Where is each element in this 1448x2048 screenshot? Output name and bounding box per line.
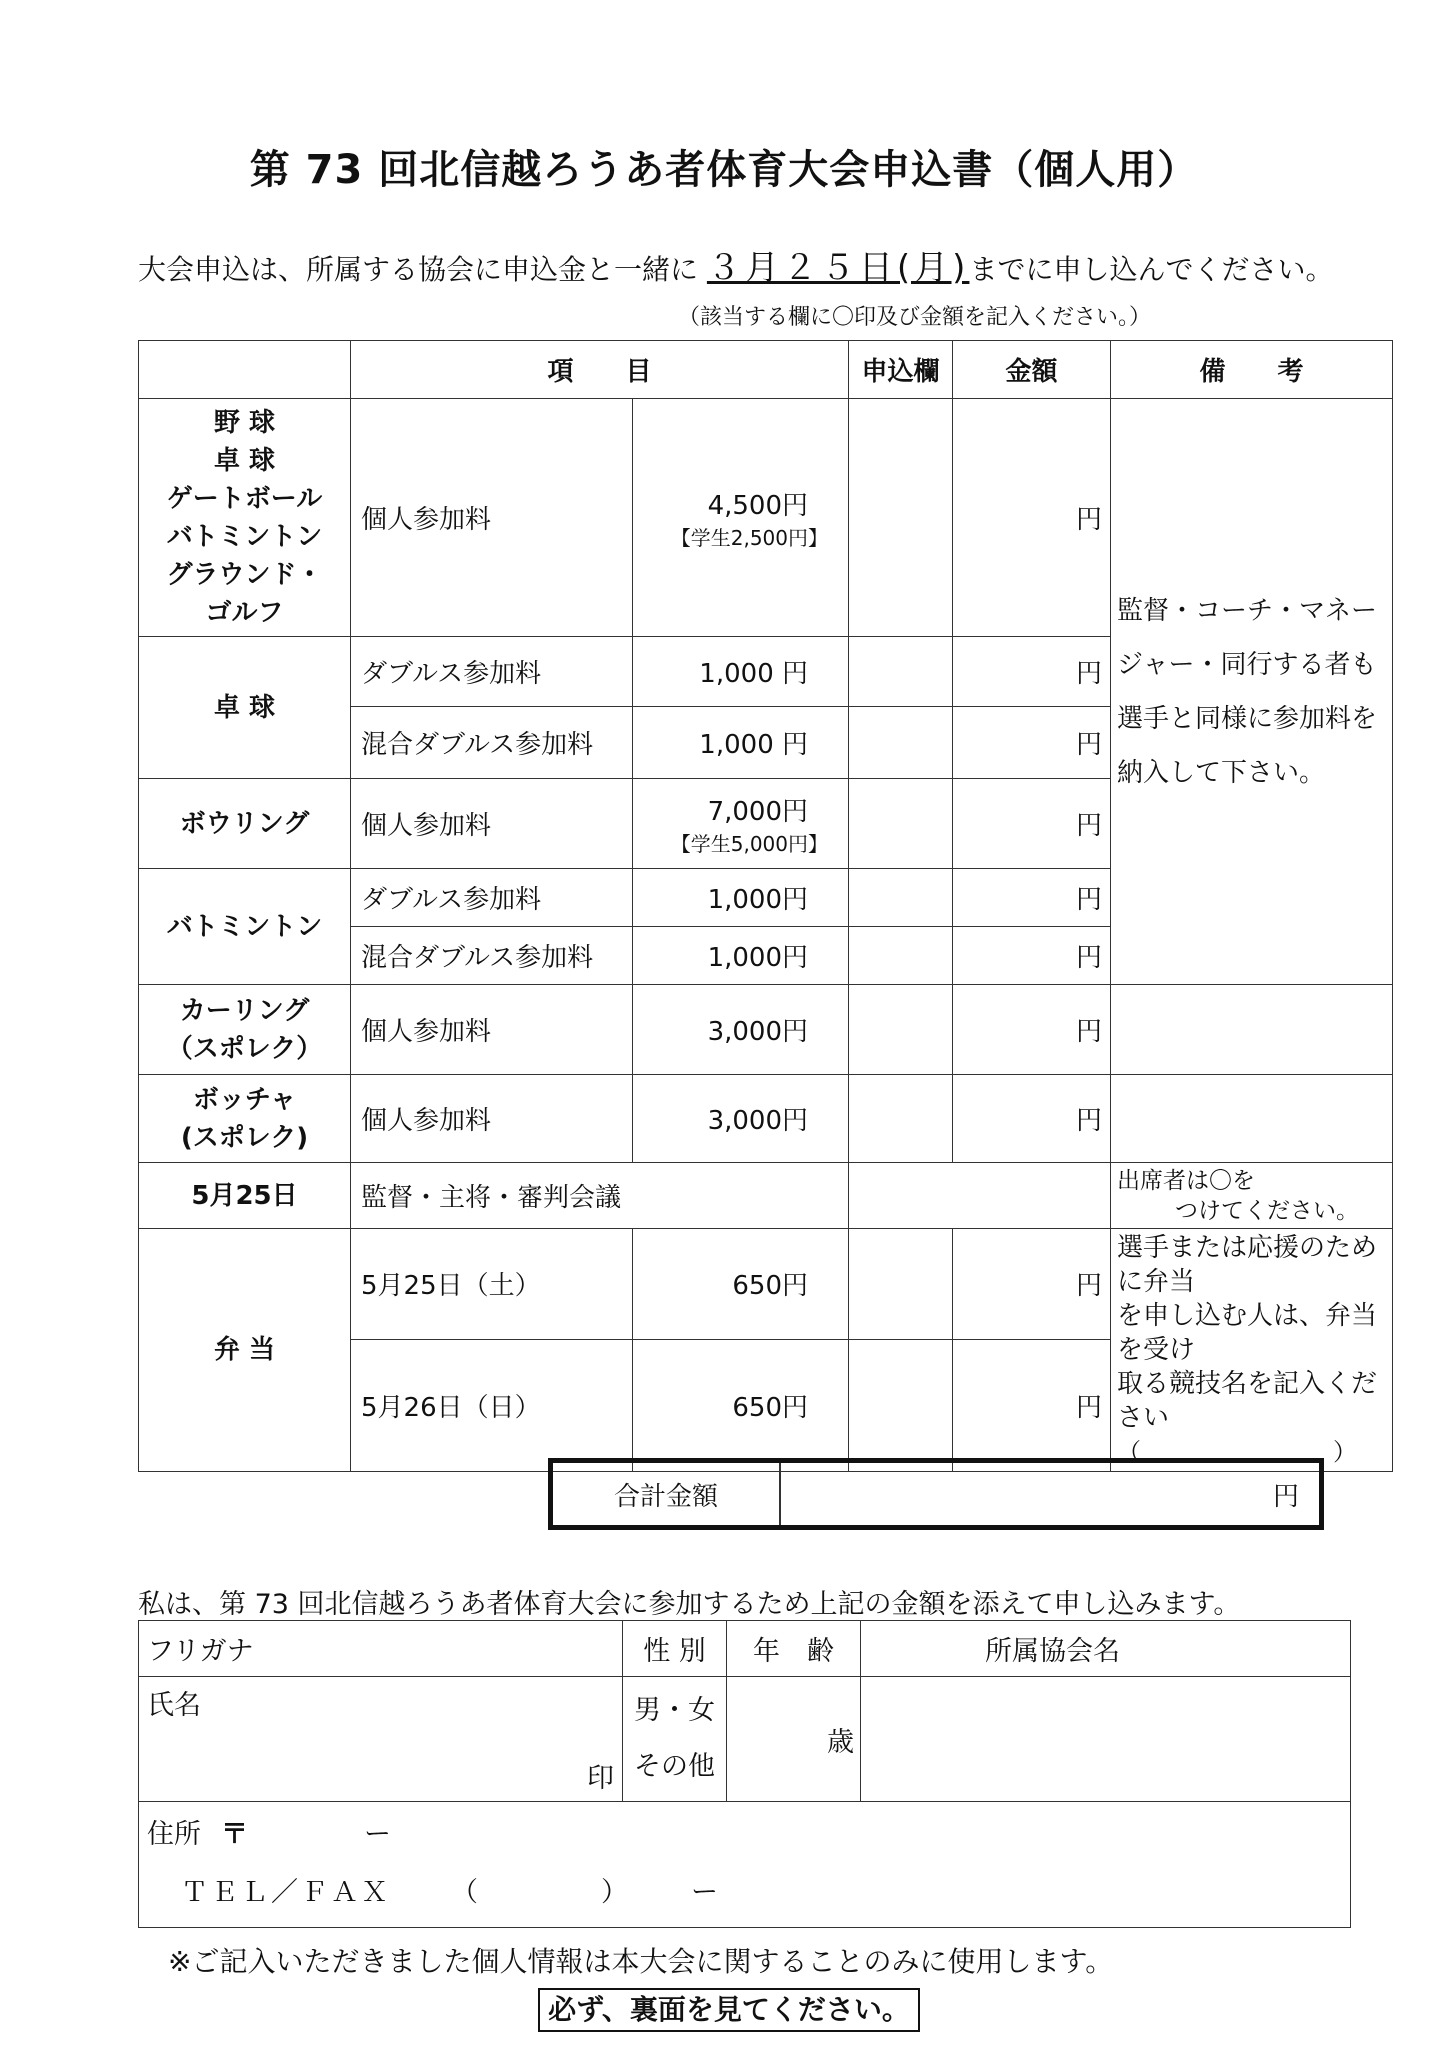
header-blank: [139, 341, 351, 399]
amount-cell[interactable]: 円: [953, 707, 1111, 779]
tel-line: [147, 1864, 1342, 1922]
sport-name: 卓 球: [213, 445, 276, 476]
fee-table: [138, 340, 1393, 1472]
amount-cell[interactable]: 円: [953, 779, 1111, 869]
remark-line: を申し込む人は、弁当を受け: [1117, 1301, 1378, 1365]
address-line: [147, 1806, 1342, 1864]
student-price: 【学生2,500円】: [670, 525, 828, 550]
sport-name: バトミントン: [166, 521, 323, 552]
table-row: [139, 1075, 1393, 1163]
sport-name: ゴルフ: [205, 597, 284, 628]
tel-label: ＴＥＬ／ＦＡＸ: [181, 1877, 391, 1908]
fee-label: 個人参加料: [351, 399, 633, 637]
meeting-apply-cell[interactable]: [849, 1163, 1111, 1229]
apply-cell[interactable]: [849, 779, 953, 869]
fee-label: ダブルス参加料: [351, 869, 633, 927]
header-remarks: 備 考: [1111, 341, 1393, 399]
table-header-row: [139, 341, 1393, 399]
price: 4,500円: [707, 490, 808, 521]
amount-cell[interactable]: 円: [953, 869, 1111, 927]
fee-label: 混合ダブルス参加料: [351, 927, 633, 985]
header-item: 項 目: [351, 341, 849, 399]
bento-label: 弁 当: [139, 1229, 351, 1472]
table-row: [139, 985, 1393, 1075]
apply-cell[interactable]: [849, 927, 953, 985]
remark-cell: [1111, 985, 1393, 1075]
intro-after: までに申し込んでください。: [969, 253, 1334, 286]
meeting-remark: [1111, 1163, 1393, 1229]
fee-price: 1,000円: [633, 927, 849, 985]
amount-cell[interactable]: 円: [953, 637, 1111, 707]
table-row: [139, 1229, 1393, 1340]
age-header: 年 齢: [727, 1621, 861, 1677]
table-row: [139, 399, 1393, 637]
remark-line: つけてください。: [1175, 1197, 1359, 1224]
meeting-label: 監督・主将・審判会議: [351, 1163, 849, 1229]
sport-line: ボッチャ: [192, 1084, 297, 1115]
bento-remark: [1111, 1229, 1393, 1472]
fee-label: 個人参加料: [351, 779, 633, 869]
intro-text: [138, 240, 1333, 289]
name-label: 氏名: [147, 1690, 201, 1721]
sport-name: 野 球: [213, 407, 276, 438]
gender-field[interactable]: [623, 1677, 727, 1802]
assoc-field[interactable]: [861, 1677, 1351, 1802]
sport-line: カーリング: [179, 995, 310, 1026]
apply-cell[interactable]: [849, 637, 953, 707]
tel-dash: ー: [691, 1877, 721, 1908]
assoc-header: 所属協会名: [861, 1621, 1351, 1677]
apply-cell[interactable]: [849, 399, 953, 637]
tel-paren[interactable]: （ ）: [451, 1877, 631, 1908]
gender-option[interactable]: その他: [634, 1751, 715, 1782]
apply-cell[interactable]: [849, 1075, 953, 1163]
apply-cell[interactable]: [849, 869, 953, 927]
remark-paren[interactable]: （ ）: [1117, 1438, 1357, 1466]
pledge-text: 私は、第 73 回北信越ろうあ者体育大会に参加するため上記の金額を添えて申し込みます。: [138, 1589, 1241, 1620]
sport-name: 卓 球: [139, 637, 351, 779]
fee-price: 1,000 円: [633, 707, 849, 779]
deadline: ３月２５日(月): [706, 248, 970, 288]
remark-line: 出席者は〇を: [1117, 1167, 1255, 1194]
table-row: [139, 1163, 1393, 1229]
fee-price: [633, 399, 849, 637]
back-page-notice: 必ず、裏面を見てください。: [538, 1988, 920, 2032]
fee-label: ダブルス参加料: [351, 637, 633, 707]
total-amount-field[interactable]: 円: [1272, 1481, 1299, 1512]
fee-price: 3,000円: [633, 1075, 849, 1163]
total-label: 合計金額: [553, 1463, 781, 1525]
address-label: 住所: [147, 1819, 201, 1850]
fee-price: 1,000円: [633, 869, 849, 927]
header-apply: 申込欄: [849, 341, 953, 399]
fee-label: 個人参加料: [351, 1075, 633, 1163]
fee-label: 個人参加料: [351, 985, 633, 1075]
intro-before: 大会申込は、所属する協会に申込金と一緒に: [138, 253, 707, 286]
applicant-header-row: [139, 1621, 1351, 1677]
amount-cell[interactable]: 円: [953, 1075, 1111, 1163]
sport-name: [139, 1075, 351, 1163]
remark-cell: [1111, 1075, 1393, 1163]
amount-cell[interactable]: 円: [953, 399, 1111, 637]
meeting-date: 5月25日: [139, 1163, 351, 1229]
address-field[interactable]: [139, 1802, 1351, 1928]
sport-list: [139, 399, 351, 637]
bento-price: 650円: [633, 1229, 849, 1340]
fee-price: 1,000 円: [633, 637, 849, 707]
applicant-name-row: [139, 1677, 1351, 1802]
sport-line: （スポレク）: [166, 1033, 323, 1064]
remark-line: 取る競技名を記入ください: [1117, 1369, 1378, 1433]
price: 7,000円: [707, 796, 808, 827]
age-field[interactable]: 歳: [727, 1677, 861, 1802]
amount-cell[interactable]: 円: [953, 1229, 1111, 1340]
bento-date: 5月25日（土）: [351, 1229, 633, 1340]
amount-cell[interactable]: 円: [953, 927, 1111, 985]
sport-name: ゲートボール: [166, 483, 323, 514]
bento-price: 650円: [633, 1339, 849, 1471]
instruction-note: （該当する欄に〇印及び金額を記入ください。）: [678, 305, 1152, 330]
sport-name: ボウリング: [139, 779, 351, 869]
header-amount: 金額: [953, 341, 1111, 399]
name-field[interactable]: [139, 1677, 623, 1802]
sport-name: バトミントン: [139, 869, 351, 985]
postal-dash: ー: [364, 1819, 391, 1850]
apply-cell[interactable]: [849, 985, 953, 1075]
fee-price: 3,000円: [633, 985, 849, 1075]
remark-line: 選手または応援のために弁当: [1117, 1233, 1378, 1297]
fee-label: 混合ダブルス参加料: [351, 707, 633, 779]
fee-price: [633, 779, 849, 869]
page-title: 第 73 回北信越ろうあ者体育大会申込書（個人用）: [249, 147, 1199, 193]
postal-mark: 〒: [221, 1819, 248, 1850]
sport-name: [139, 985, 351, 1075]
amount-cell[interactable]: 円: [953, 1339, 1111, 1471]
privacy-note: ※ご記入いただきました個人情報は本大会に関することのみに使用します。: [168, 1945, 1114, 1978]
student-price: 【学生5,000円】: [670, 831, 828, 856]
applicant-address-row: [139, 1802, 1351, 1928]
apply-cell[interactable]: [849, 1229, 953, 1340]
seal-mark: 印: [587, 1763, 614, 1794]
applicant-table: [138, 1620, 1351, 1928]
apply-cell[interactable]: [849, 1339, 953, 1471]
gender-option[interactable]: 男・女: [634, 1695, 715, 1726]
bento-date: 5月26日（日）: [351, 1339, 633, 1471]
staff-remark: 監督・コーチ・マネージャー・同行する者も選手と同様に参加料を納入して下さい。: [1111, 399, 1393, 985]
furigana-field[interactable]: フリガナ: [139, 1621, 623, 1677]
total-box: [548, 1458, 1324, 1530]
amount-cell[interactable]: 円: [953, 985, 1111, 1075]
gender-header: 性 別: [623, 1621, 727, 1677]
sport-name: グラウンド・: [166, 559, 323, 590]
sport-line: (スポレク): [180, 1122, 309, 1153]
apply-cell[interactable]: [849, 707, 953, 779]
